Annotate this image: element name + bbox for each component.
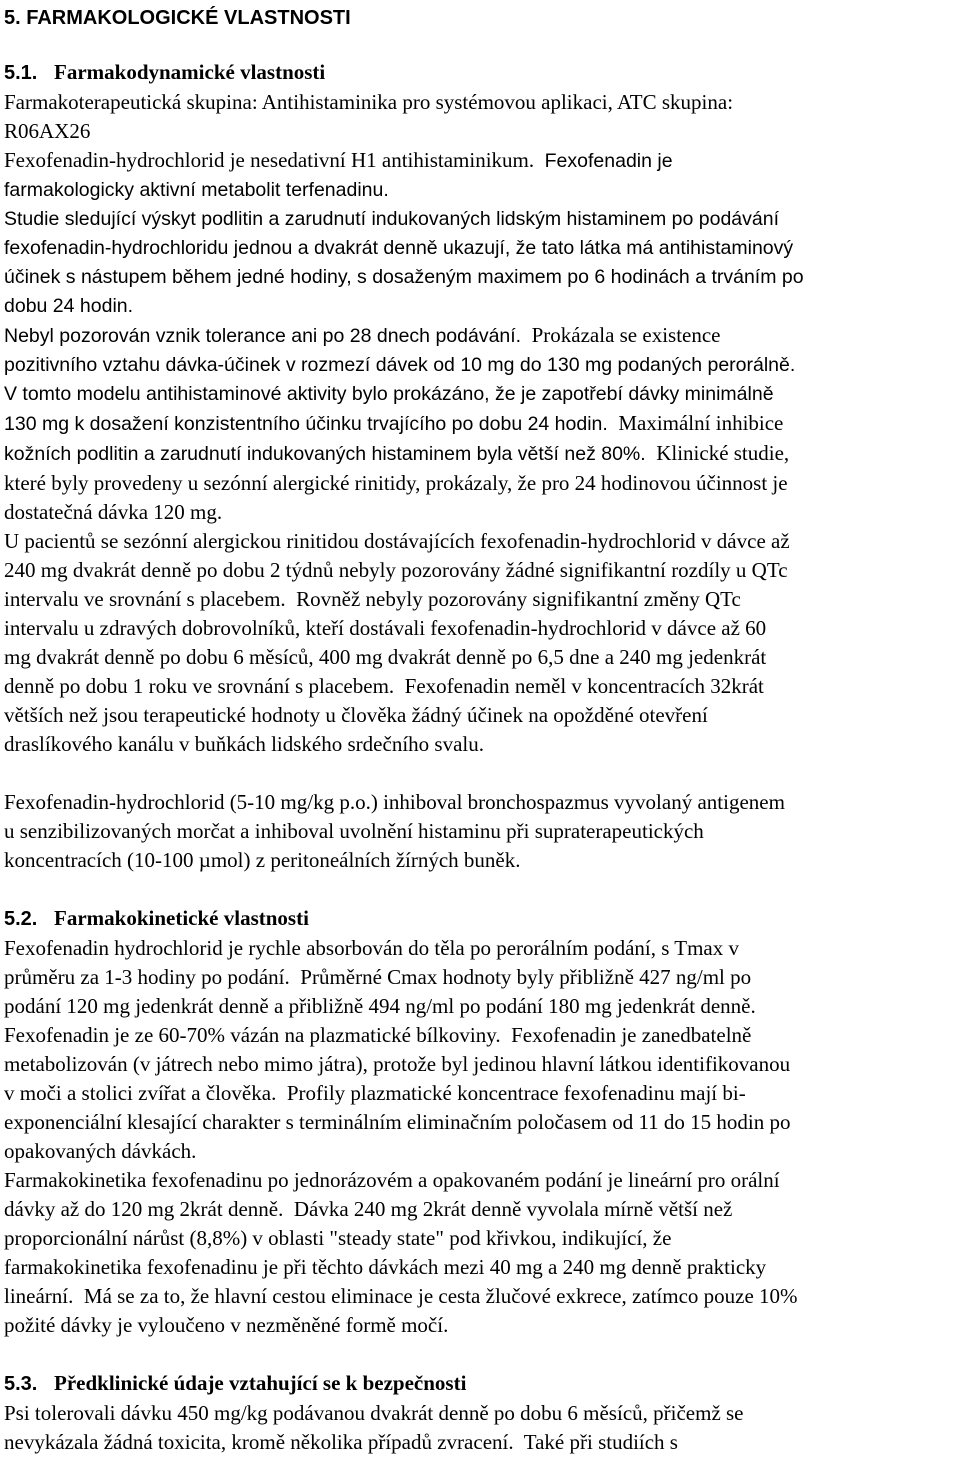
document-page <box>4 0 958 1457</box>
text-line: Psi tolerovali dávku 450 mg/kg podávanou dvakrát denně po dobu 6 měsíců, přičemž se <box>4 1401 744 1425</box>
text-line: R06AX26 <box>4 119 91 143</box>
paragraph <box>4 88 958 759</box>
text-line: Fexofenadin-hydrochlorid (5-10 mg/kg p.o.) inhiboval bronchospazmus vyvolaný antigenem <box>4 790 785 814</box>
text-segment: v moči a stolici zvířat a člověka. <box>4 1081 277 1105</box>
text-segment: Průměrné Cmax hodnoty byly přibližně 427 ng/ml po <box>300 965 752 989</box>
text-segment: Fexofenadin je ze 60-70% vázán na plazmatické bílkoviny. <box>4 1023 501 1047</box>
text-segment: Fexofenadin je <box>544 150 673 172</box>
text-segment: Klinické studie, <box>656 441 790 465</box>
text-line: V tomto modelu antihistaminové aktivity bylo prokázáno, že je zapotřebí dávky minimálně <box>4 383 774 405</box>
text-line <box>4 409 958 439</box>
text-segment: Má se za to, že hlavní cestou eliminace je cesta žlučové exkrece, zatímco pouze 10% <box>83 1284 798 1308</box>
text-segment: Profily plazmatické koncentrace fexofenadinu mají bi- <box>286 1081 746 1105</box>
text-line: podání 120 mg jedenkrát denně a přibližně 494 ng/ml po podání 180 mg jedenkrát denně. <box>4 994 756 1018</box>
text-line: dostatečná dávka 120 mg. <box>4 500 223 524</box>
section-gap <box>4 1340 958 1369</box>
text-line: proporcionální nárůst (8,8%) v oblasti "steady state" pod křivkou, indikující, že <box>4 1226 672 1250</box>
text-segment: průměru za 1-3 hodiny po podání. <box>4 965 290 989</box>
text-line: 240 mg dvakrát denně po dobu 2 týdnů nebyly pozorovány žádné signifikantní rozdíly u QTc <box>4 558 788 582</box>
text-line <box>4 1282 958 1311</box>
text-segment: Také při studiích s <box>523 1430 678 1454</box>
text-line: farmakologicky aktivní metabolit terfenadinu. <box>4 179 389 201</box>
text-line: Fexofenadin hydrochlorid je rychle absorbován do těla po perorálním podání, s Tmax v <box>4 936 739 960</box>
text-segment: denně po dobu 1 roku ve srovnání s placebem. <box>4 674 395 698</box>
section-5-3-title <box>4 1369 958 1399</box>
text-line <box>4 672 958 701</box>
section-5-1-title-text: Farmakodynamické vlastnosti <box>54 60 326 84</box>
text-segment: dávky až do 120 mg 2krát denně. <box>4 1197 284 1221</box>
section-heading: 5. FARMAKOLOGICKÉ VLASTNOSTI <box>4 7 351 29</box>
text-line: dobu 24 hodin. <box>4 295 134 317</box>
section-5-2-title-text: Farmakokinetické vlastnosti <box>54 906 309 930</box>
paragraph <box>4 788 958 875</box>
section-5-3-title-text: Předklinické údaje vztahující se k bezpečnosti <box>54 1371 467 1395</box>
text-segment: Dávka 240 mg 2krát denně vyvolala mírně větší než <box>293 1197 733 1221</box>
text-line: exponenciální klesající charakter s terminálním eliminačním poločasem od 11 do 15 hodin po <box>4 1110 791 1134</box>
text-segment: 130 mg k dosažení konzistentního účinku trvajícího po dobu 24 hodin. <box>4 413 608 435</box>
section-5-1-title <box>4 58 958 88</box>
text-line: fexofenadin-hydrochloridu jednou a dvakrát denně ukazují, že tato látka má antihistaminový <box>4 237 794 259</box>
section-gap <box>4 875 958 904</box>
text-line: mg dvakrát denně po dobu 6 měsíců, 400 mg dvakrát denně po 6,5 dne a 240 mg jedenkrát <box>4 645 767 669</box>
section-5-2 <box>4 904 958 1340</box>
text-line <box>4 585 958 614</box>
text-line: intervalu u zdravých dobrovolníků, kteří dostávali fexofenadin-hydrochlorid v dávce až 60 <box>4 616 767 640</box>
text-line: větších než jsou terapeutické hodnoty u člověka žádný účinek na opožděné otevření <box>4 703 708 727</box>
text-line <box>4 1021 958 1050</box>
paragraph <box>4 934 958 1340</box>
paragraph <box>4 1399 958 1457</box>
section-5-2-number: 5.2. <box>4 908 38 930</box>
text-line: metabolizován (v játrech nebo mimo játra), protože byl jedinou hlavní látkou identifikovanou <box>4 1052 791 1076</box>
text-line <box>4 146 958 176</box>
text-segment: Maximální inhibice <box>618 411 784 435</box>
text-line: Studie sledující výskyt podlitin a zarudnutí indukovaných lidským histaminem po podávání <box>4 208 779 230</box>
text-line: požité dávky je vyloučeno v nezměněné formě močí. <box>4 1313 449 1337</box>
text-segment: Fexofenadin je zanedbatelně <box>511 1023 752 1047</box>
text-line: které byly provedeny u sezónní alergické rinitidy, prokázaly, že pro 24 hodinovou účinnost je <box>4 471 788 495</box>
text-line <box>4 321 958 351</box>
text-segment: lineární. <box>4 1284 74 1308</box>
text-line: Farmakokinetika fexofenadinu po jednorázovém a opakovaném podání je lineární pro orální <box>4 1168 780 1192</box>
text-segment: Fexofenadin neměl v koncentracích 32krát <box>404 674 764 698</box>
text-line: Farmakoterapeutická skupina: Antihistaminika pro systémovou aplikaci, ATC skupina: <box>4 90 734 114</box>
text-line <box>4 439 958 469</box>
paragraph-gap <box>4 759 958 788</box>
section-5-1-number: 5.1. <box>4 62 38 84</box>
text-line: farmakokinetika fexofenadinu je při těchto dávkách mezi 40 mg a 240 mg denně prakticky <box>4 1255 767 1279</box>
text-line: opakovaných dávkách. <box>4 1139 197 1163</box>
text-segment: intervalu ve srovnání s placebem. <box>4 587 286 611</box>
text-line: u senzibilizovaných morčat a inhiboval uvolnění histaminu při supraterapeutických <box>4 819 704 843</box>
section-5-2-title <box>4 904 958 934</box>
text-line <box>4 1195 958 1224</box>
text-line <box>4 1079 958 1108</box>
text-segment: Rovněž nebyly pozorovány signifikantní změny QTc <box>296 587 741 611</box>
text-segment: Prokázala se existence <box>531 323 721 347</box>
text-line: koncentracích (10-100 µmol) z peritoneálních žírných buněk. <box>4 848 521 872</box>
text-line: U pacientů se sezónní alergickou rinitidou dostávajících fexofenadin-hydrochlorid v dávce až <box>4 529 790 553</box>
section-5-1 <box>4 58 958 875</box>
text-segment: Nebyl pozorován vznik tolerance ani po 28 dnech podávání. <box>4 325 522 347</box>
text-line: draslíkového kanálu v buňkách lidského srdečního svalu. <box>4 732 484 756</box>
section-5-3-number: 5.3. <box>4 1373 38 1395</box>
text-line: účinek s nástupem během jedné hodiny, s dosaženým maximem po 6 hodinách a trváním po <box>4 266 804 288</box>
text-line <box>4 1428 958 1457</box>
text-segment: nevykázala žádná toxicita, kromě několika případů zvracení. <box>4 1430 514 1454</box>
text-line <box>4 963 958 992</box>
text-segment: kožních podlitin a zarudnutí indukovaných histaminem byla větší než 80%. <box>4 443 646 465</box>
text-segment: Fexofenadin-hydrochlorid je nesedativní H1 antihistaminikum. <box>4 148 535 172</box>
section-5-3 <box>4 1369 958 1457</box>
text-line: pozitivního vztahu dávka-účinek v rozmezí dávek od 10 mg do 130 mg podaných perorálně. <box>4 354 796 376</box>
